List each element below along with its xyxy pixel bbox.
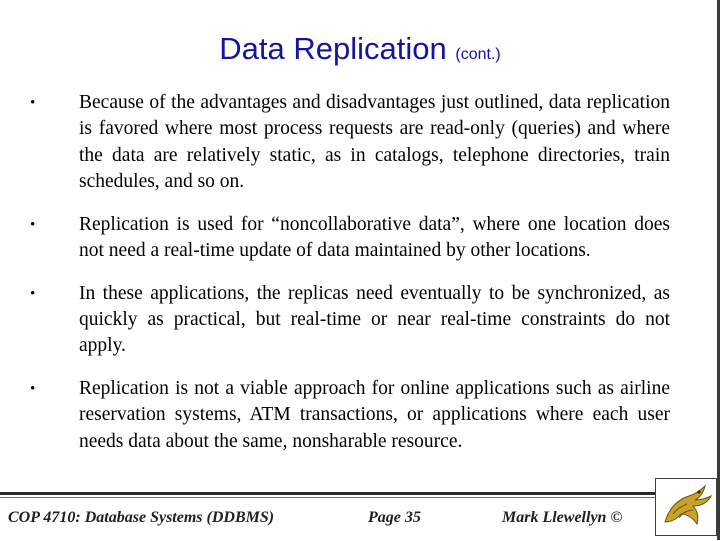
footer-divider-thin [0, 497, 655, 498]
bullet-text: In these applications, the replicas need eventually to be synchronized, as quickly as practical, but real-time or near real-time constraints do not apply. [79, 282, 670, 357]
bullet-list [30, 90, 670, 472]
footer-divider [0, 492, 655, 495]
slide-footer [0, 500, 655, 540]
bullet-text: Replication is not a viable approach for online applications such as airline reservation systems, ATM transactions, or applications where each user needs data about the same, nonsharable resource. [79, 378, 670, 452]
footer-page-number: Page 35 [368, 509, 421, 526]
bullet-marker: • [30, 95, 36, 111]
title-sub: (cont.) [455, 46, 501, 63]
footer-course: COP 4710: Database Systems (DDBMS) [8, 509, 275, 526]
slide-title [0, 30, 720, 74]
bullet-item [30, 90, 670, 195]
bullet-marker: • [30, 381, 36, 398]
bullet-text: Because of the advantages and disadvantages just outlined, data replication is favored where most process requests are read-only (queries) and where the data are relatively static, as in catalogs, telephone directories, train schedules, and so on. [79, 92, 670, 192]
pegasus-logo-icon [655, 478, 717, 536]
bullet-item [30, 281, 670, 360]
bullet-text: Replication is used for “noncollaborative data”, where one location does not need a real-time update of data maintained by other locations. [79, 213, 670, 261]
bullet-marker: • [30, 285, 36, 302]
bullet-item [30, 212, 670, 265]
footer-author: Mark Llewellyn © [502, 509, 623, 526]
title-main: Data Replication [219, 31, 447, 66]
bullet-marker: • [30, 216, 36, 233]
bullet-item [30, 376, 670, 455]
